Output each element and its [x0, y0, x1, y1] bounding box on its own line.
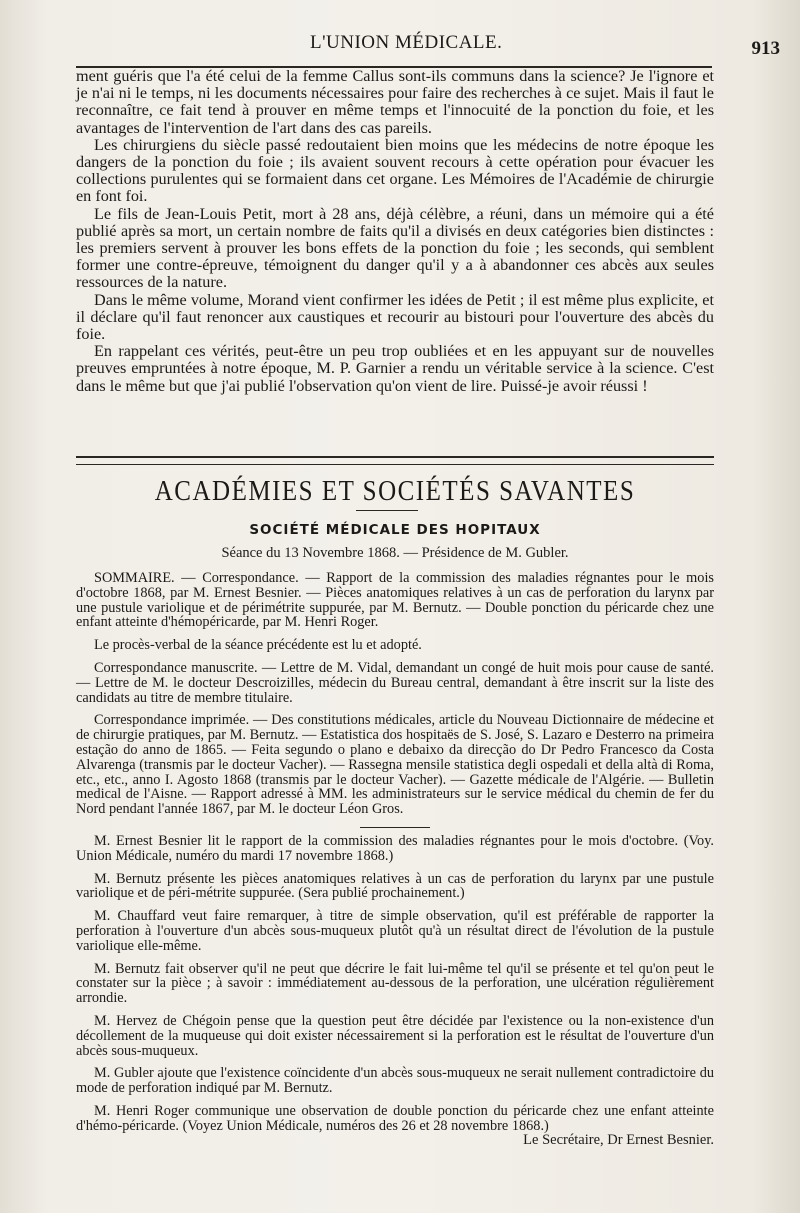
- paragraph: Le fils de Jean-Louis Petit, mort à 28 ans, déjà célèbre, a réuni, dans un mémoire qui a été publié après sa mort, un certain nombre de faits qu'il a divisés en deux catégories bien distinctes : les premiers servent à prouver les bons effets de la ponction du foie ; les seconds, qui semblent former une contre-épreuve, témoignent du danger qu'il y a à abandonner ces abcès aux seules ressources de la nature.: [76, 204, 714, 292]
- meeting-minutes: [76, 571, 714, 1149]
- minute-bernutz-2: M. Bernutz fait observer qu'il ne peut que décrire le fait lui-même tel qu'il se présente et tel qu'on peut le constater sur la pièce ; à savoir : immédiatement au-dessous de la perforation, une ulcération régulièrement arrondie.: [76, 960, 714, 1007]
- minute-chauffard: M. Chauffard veut faire remarquer, à titre de simple observation, qu'il est préférable de rapporter la perforation à l'ouverture d'un abcès sous-muqueux plutôt qu'à un résultat direct de l'évolution de la pustule variolique elle-même.: [76, 908, 714, 954]
- paragraph: Les chirurgiens du siècle passé redoutaient bien moins que les médecins de notre époque les dangers de la ponction du foie ; ils avaient souvent recours à cette opération pour évacuer les collections purulentes qui se formaient dans cet organe. Les Mémoires de l'Académie de chirurgie en font foi.: [76, 135, 714, 206]
- minute-gubler: M. Gubler ajoute que l'existence coïncidente d'un abcès sous-muqueux ne serait nullement contradictoire du mode de perforation indiqué par M. Bernutz.: [76, 1065, 714, 1097]
- paragraph: ment guéris que l'a été celui de la femme Callus sont-ils communs dans la science? Je l'ignore et je n'ai ni le temps, ni les documents nécessaires pour faire des recherches à ce sujet. Mais il faut le reconnaître, ce fait tend à prouver en même temps et l'innocuité de la ponction du foie, et les avantages de l'intervention de l'art dans des cas pareils.: [76, 67, 714, 137]
- proces-verbal: Le procès-verbal de la séance précédente est lu et adopté.: [94, 637, 422, 654]
- paragraph: En rappelant ces vérités, peut-être un peu trop oubliées et en les appuyant sur de nouvelles preuves empruntées à notre époque, M. P. Garnier a rendu un véritable service à la science. C'est dans le même but que j'ai publié l'observation qu'on vient de lire. Puissé-je avoir réussi !: [76, 342, 714, 395]
- article-continuation: [76, 68, 714, 395]
- page-header: [60, 28, 780, 68]
- section-title: ACADÉMIES ET SOCIÉTÉS SAVANTES: [154, 475, 636, 507]
- section-divider: [76, 456, 714, 465]
- minute-hervez: M. Hervez de Chégoin pense que la question peut être décidée par l'existence ou la non-existence d'un décollement de la muqueuse qui doit exister nécessairement si la perforation est le résultat de l'ouverture d'un abcès sous-muqueux.: [76, 1012, 714, 1059]
- secretary-signature: Le Secrétaire, Dr Ernest Besnier.: [523, 1131, 714, 1148]
- seance-line: Séance du 13 Novembre 1868. — Présidence de M. Gubler.: [221, 545, 569, 561]
- running-title: L'UNION MÉDICALE.: [310, 32, 503, 53]
- correspondance-imprimee: Correspondance imprimée. — Des constitutions médicales, article du Nouveau Dictionnaire de médecine et de chirurgie pratiques, par M. Bernutz. — Estatistica dos hospitaës de S. José, S. Lazaro e Desterro na primeira estação do anno de 1865. — Feita segundo o plano e debaixo da direcção do Dr Pedro Francesco da Costa Alvarenga (transmis par le docteur Vacher). — Rassegna mensile statistica degli ospedali et della altà di Roma, etc., etc., anno I. Agosto 1868 (transmis par le docteur Vacher). — Gazette médicale de l'Algérie. — Bulletin medical de l'Aisne. — Rapport adressé à MM. les administrateurs sur le service médical du chemin de fer du Nord pendant l'année 1867, par M. le docteur Léon Gros.: [76, 712, 714, 818]
- minute-besnier: M. Ernest Besnier lit le rapport de la commission des maladies régnantes pour le mois d'octobre. (Voy. Union Médicale, numéro du mardi 17 novembre 1868.): [76, 832, 714, 864]
- page-number: 913: [751, 38, 780, 59]
- minute-bernutz-1: M. Bernutz présente les pièces anatomiques relatives à un cas de perforation du larynx par une pustule variolique et de péri-métrite suppurée. (Sera publié prochainement.): [76, 870, 714, 902]
- society-heading: SOCIÉTÉ MÉDICALE DES HOPITAUX: [249, 522, 541, 538]
- minute-roger: M. Henri Roger communique une observation de double ponction du péricarde chez une enfant atteinte d'hémo-péricarde. (Voyez Union Médicale, numéros des 26 et 28 novembre 1868.): [76, 1102, 714, 1134]
- correspondance-manuscrite: Correspondance manuscrite. — Lettre de M. Vidal, demandant un congé de huit mois pour cause de santé. — Lettre de M. le docteur Descroizilles, médecin du Bureau central, demandant à être inscrit sur la liste des candidats au titre de membre titulaire.: [76, 659, 714, 706]
- sommaire: SOMMAIRE. — Correspondance. — Rapport de la commission des maladies régnantes pour le mois d'octobre 1868, par M. Ernest Besnier. — Pièces anatomiques relatives à un cas de perforation du larynx par une pustule variolique et de périmétrite suppurée, par M. Bernutz. — Double ponction du péricarde chez une enfant atteinte d'hémopéricarde, par M. Henri Roger.: [76, 570, 714, 631]
- paragraph: Dans le même volume, Morand vient confirmer les idées de Petit ; il est même plus explicite, et il déclare qu'il faut renoncer aux caustiques et recourir au bistouri pour l'ouverture des abcès du foie.: [76, 290, 714, 344]
- minutes-separator: [360, 827, 430, 828]
- title-rule: [356, 510, 418, 511]
